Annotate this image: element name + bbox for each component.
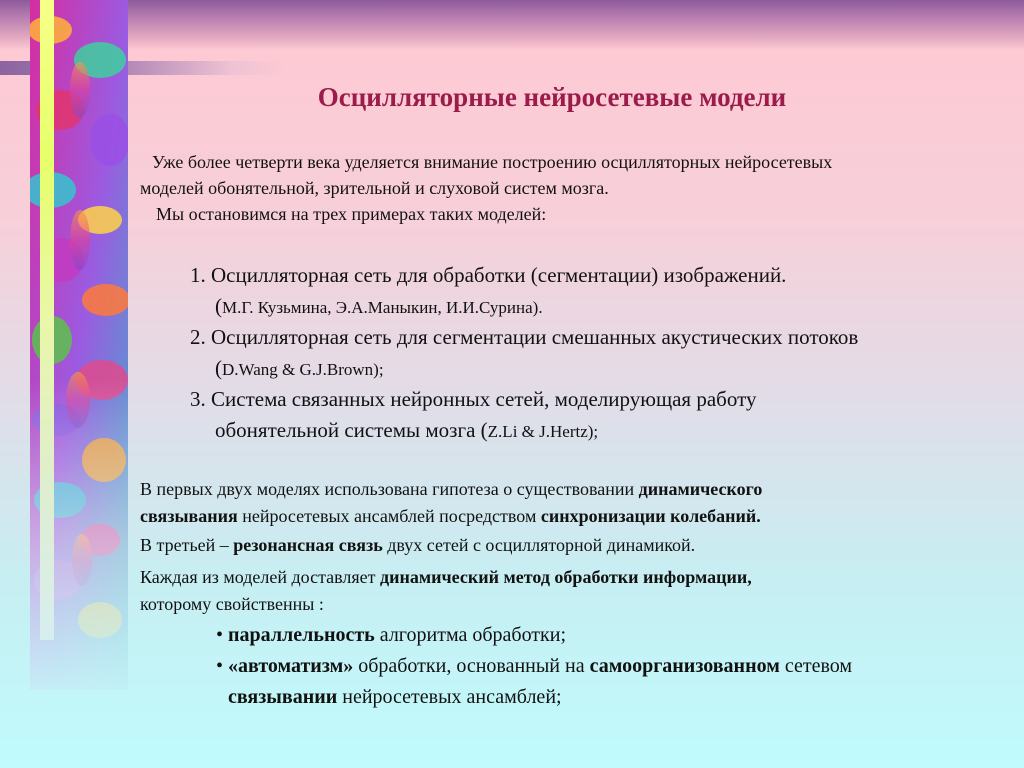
paragraph-1-line-2 <box>140 503 761 529</box>
list-item-1 <box>190 260 786 290</box>
intro-line-1: Уже более четверти века уделяется внимание построению осцилляторных нейросетевых <box>152 152 833 172</box>
text-run: двух сетей с осцилляторной динамикой. <box>382 535 696 555</box>
text-run: Каждая из моделей доставляет <box>140 567 381 587</box>
text-run: сетевом <box>779 655 853 677</box>
bullet-2-line-2 <box>228 683 562 711</box>
intro-line-2: моделей обонятельной, зрительной и слуховой систем мозга. <box>140 178 609 198</box>
text-run: нейросетевых ансамблей посредством <box>237 506 541 526</box>
bullet-dot: • <box>216 655 224 677</box>
list-item-number: 2. <box>190 325 206 349</box>
intro-line-3: Мы остановимся на трех примерах таких моделей: <box>156 204 547 224</box>
list-item-1-authors-line <box>215 291 543 323</box>
paragraph-1-line-1 <box>140 476 762 502</box>
text-run: обработки, основанный на <box>353 655 590 677</box>
paragraph-2 <box>140 532 695 558</box>
paren-close: ); <box>373 360 384 379</box>
bullet-2 <box>216 652 852 680</box>
bold-term: параллельность <box>228 624 375 646</box>
paragraph-3-line-1 <box>140 564 752 590</box>
text-run: алгоритма обработки; <box>374 624 567 646</box>
bold-term: «автоматизм» <box>228 655 354 677</box>
authors: Z.Li & J.Hertz <box>487 422 588 441</box>
text-run: нейросетевых ансамблей; <box>337 686 562 708</box>
list-item-3 <box>190 384 756 414</box>
bold-term: связывания <box>140 506 238 526</box>
bold-term: самоорганизованном <box>589 655 780 677</box>
list-item-2 <box>190 322 858 352</box>
list-item-text: Система связанных нейронных сетей, моделирующая работу <box>211 387 757 411</box>
list-item-2-authors-line <box>215 353 384 385</box>
list-item-number: 3. <box>190 387 206 411</box>
list-item-text: Осцилляторная сеть для обработки (сегментации) изображений. <box>211 263 787 287</box>
bullet-dot: • <box>216 624 224 646</box>
bold-term: динамический метод обработки информации, <box>380 567 752 587</box>
list-item-number: 1. <box>190 263 206 287</box>
bold-term: связывании <box>228 686 338 708</box>
list-item-text: Осцилляторная сеть для сегментации смешанных акустических потоков <box>211 325 859 349</box>
list-item-3-line-2 <box>215 415 598 447</box>
text-run: В третьей – <box>140 535 234 555</box>
authors: М.Г. Кузьмина, Э.А.Маныкин, И.И.Сурина <box>222 298 533 317</box>
paren-close: ). <box>532 298 543 317</box>
top-decor-bar <box>0 0 1024 50</box>
bold-term: динамического <box>638 479 763 499</box>
paragraph-3-line-2: которому свойственны : <box>140 594 324 614</box>
page-title: Осцилляторные нейросетевые модели <box>317 82 787 112</box>
paren-open: ( <box>215 356 222 380</box>
authors: D.Wang & G.J.Brown <box>222 360 374 379</box>
list-item-text-2: обонятельной системы мозга <box>215 418 476 442</box>
bullet-1 <box>216 621 566 649</box>
paren-open: ( <box>215 294 222 318</box>
paren-close: ); <box>587 422 599 441</box>
bold-term: синхронизации колебаний. <box>540 506 761 526</box>
text-run: В первых двух моделях использована гипотеза о существовании <box>140 479 639 499</box>
paren-open: ( <box>480 418 488 442</box>
bold-term: резонансная связь <box>233 535 383 555</box>
